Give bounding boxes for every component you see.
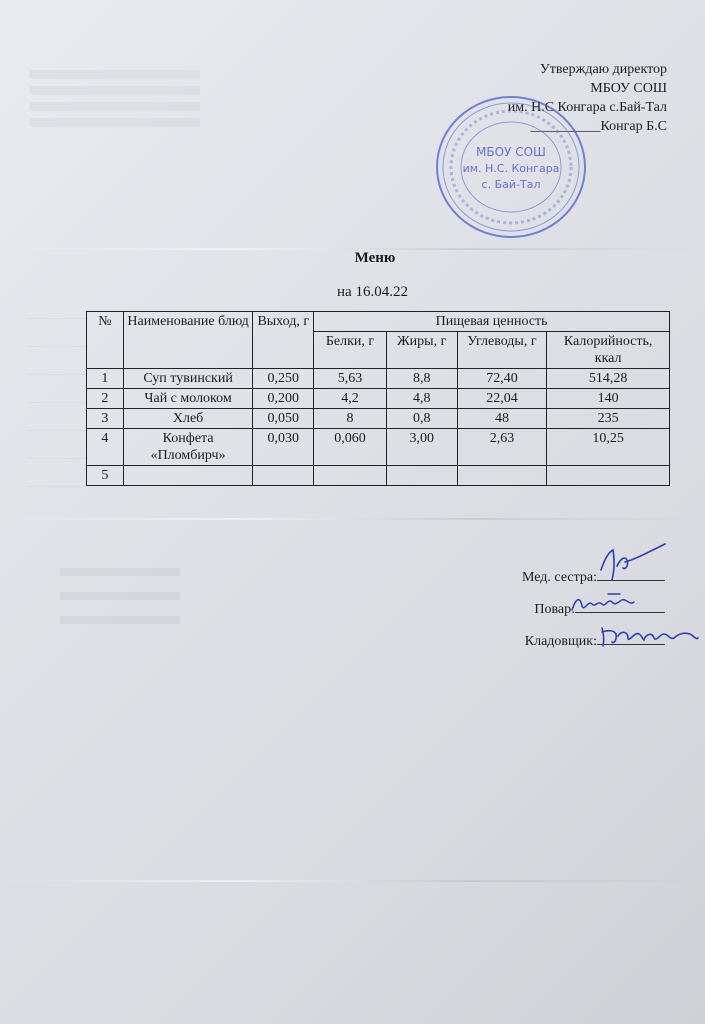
cell-dish-name: Хлеб xyxy=(123,409,253,429)
official-stamp xyxy=(432,92,590,242)
header-protein: Белки, г xyxy=(314,332,387,369)
cell-dish-name xyxy=(123,466,253,486)
stamp-line: с. Бай-Тал xyxy=(481,178,541,191)
document-title: Меню xyxy=(354,250,396,266)
header-calories: Калорийность, ккал xyxy=(547,332,670,369)
header-fat: Жиры, г xyxy=(386,332,457,369)
cell-output: 0,200 xyxy=(253,389,314,409)
document-date: на 16.04.22 xyxy=(337,284,408,300)
approval-line: им. Н.С Конгара с.Бай-Тал xyxy=(507,100,667,115)
cell-number: 3 xyxy=(87,409,124,429)
nurse-label: Мед. сестра: xyxy=(522,570,597,585)
cell-dish-name: Конфета «Пломбирч» xyxy=(123,429,253,466)
header-nutrition: Пищевая ценность xyxy=(314,312,670,332)
cell-calories xyxy=(547,466,670,486)
stamp-line: МБОУ СОШ xyxy=(476,145,546,159)
header-output: Выход, г xyxy=(253,312,314,369)
table-row xyxy=(87,466,670,486)
cell-calories: 140 xyxy=(547,389,670,409)
approval-signature-blank: __________ xyxy=(530,119,601,134)
approval-line: МБОУ СОШ xyxy=(590,81,667,96)
nurse-handwritten-signature xyxy=(595,540,675,585)
table-row xyxy=(87,409,670,429)
cell-dish-name: Суп тувинский xyxy=(123,369,253,389)
header-carbs: Углеводы, г xyxy=(457,332,547,369)
cell-number: 4 xyxy=(87,429,124,466)
cell-protein: 4,2 xyxy=(314,389,387,409)
cell-dish-name: Чай с молоком xyxy=(123,389,253,409)
cell-output: 0,250 xyxy=(253,369,314,389)
cell-carbs: 22,04 xyxy=(457,389,547,409)
table-row xyxy=(87,429,670,466)
header-dish-name: Наименование блюд xyxy=(123,312,253,369)
cell-carbs: 72,40 xyxy=(457,369,547,389)
cell-fat: 8,8 xyxy=(386,369,457,389)
paper-crease xyxy=(0,880,705,882)
cell-protein: 8 xyxy=(314,409,387,429)
header-number: № xyxy=(87,312,124,369)
cell-carbs: 48 xyxy=(457,409,547,429)
storekeeper-handwritten-signature xyxy=(598,620,702,650)
cell-number: 1 xyxy=(87,369,124,389)
cell-number: 2 xyxy=(87,389,124,409)
show-through-shadow xyxy=(28,318,88,498)
cell-carbs: 2,63 xyxy=(457,429,547,466)
menu-table xyxy=(86,311,670,486)
cell-carbs xyxy=(457,466,547,486)
cell-fat xyxy=(386,466,457,486)
table-header-row xyxy=(87,312,670,332)
stamp-line: им. Н.С. Конгара xyxy=(462,162,560,175)
cell-fat: 4,8 xyxy=(386,389,457,409)
director-name: Конгар Б.С xyxy=(600,119,667,134)
cell-output: 0,050 xyxy=(253,409,314,429)
cell-output: 0,030 xyxy=(253,429,314,466)
cell-fat: 3,00 xyxy=(386,429,457,466)
cell-output xyxy=(253,466,314,486)
paper-crease xyxy=(0,518,705,520)
cell-calories: 10,25 xyxy=(547,429,670,466)
cell-calories: 514,28 xyxy=(547,369,670,389)
show-through-shadow xyxy=(60,568,180,638)
cell-protein xyxy=(314,466,387,486)
table-row xyxy=(87,369,670,389)
approval-line: Утверждаю директор xyxy=(539,62,667,77)
cook-handwritten-signature xyxy=(568,590,658,616)
cell-number: 5 xyxy=(87,466,124,486)
cook-label: Повар: xyxy=(534,602,575,617)
cell-fat: 0,8 xyxy=(386,409,457,429)
cell-protein: 5,63 xyxy=(314,369,387,389)
table-row xyxy=(87,389,670,409)
cell-protein: 0,060 xyxy=(314,429,387,466)
show-through-shadow xyxy=(30,70,200,130)
storekeeper-label: Кладовщик: xyxy=(524,634,597,649)
cell-calories: 235 xyxy=(547,409,670,429)
